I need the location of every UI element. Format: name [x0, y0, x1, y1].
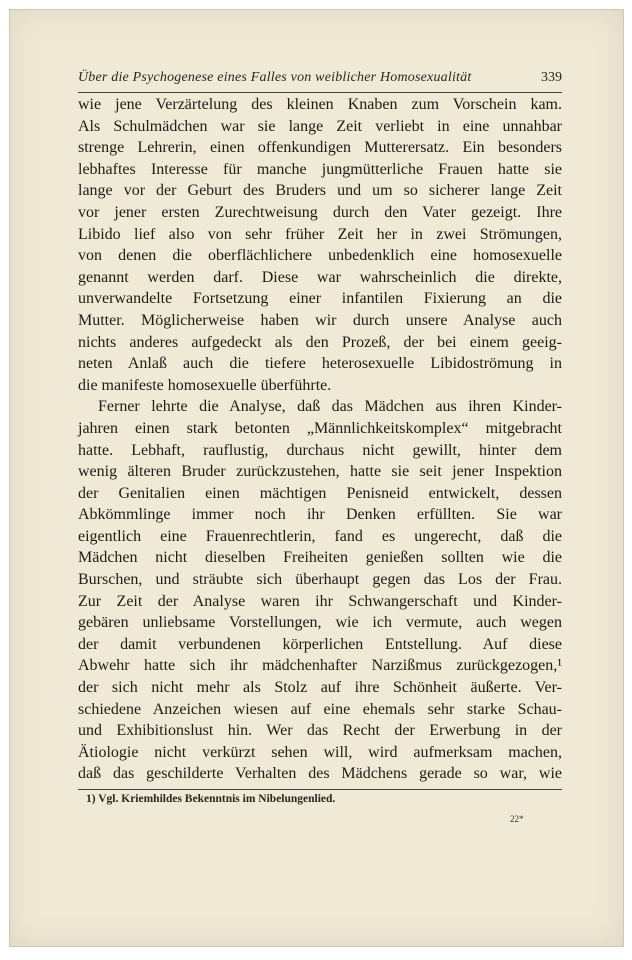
running-title: Über die Psychogenese eines Falles von weiblicher Homosexualität: [78, 70, 472, 85]
footnote: 1) Vgl. Kriemhildes Bekenntnis im Nibelungenlied.: [86, 793, 336, 805]
text-line: schiedene Anzeichen wiesen auf eine ehemals sehr starke Schau-: [78, 700, 562, 718]
text-line: Abkömmlinge immer noch ihr Denken erfüllten. Sie war: [78, 506, 562, 524]
text-line: Burschen, und sträubte sich überhaupt gegen das Los der Frau.: [78, 571, 562, 589]
text-line: gebären unliebsame Vorstellungen, wie ich vermute, auch wegen: [78, 614, 562, 632]
text-line: der sich nicht mehr als Stolz auf ihre Schönheit äußerte. Ver-: [78, 679, 562, 697]
text-line: nichts anderes aufgedeckt als den Prozeß, der bei einem geeig-: [78, 333, 562, 351]
text-line: Ätiologie nicht verkürzt sehen will, wird aufmerksam machen,: [78, 743, 562, 761]
text-line: Ferner lehrte die Analyse, daß das Mädchen aus ihren Kinder-: [98, 398, 562, 416]
running-header: [78, 70, 562, 93]
signature-mark: 22*: [510, 814, 524, 824]
text-line: strenge Lehrerin, einen offenkundigen Mutterersatz. Ein besonders: [78, 139, 562, 157]
text-line: hatte. Lebhaft, rauflustig, durchaus nicht gewillt, hinter dem: [78, 441, 562, 459]
text-line: unverwandelte Fortsetzung einer infantilen Fixierung an die: [78, 290, 562, 308]
text-line: Als Schulmädchen war sie lange Zeit verliebt in eine unnahbar: [78, 117, 562, 135]
text-line: Abwehr hatte sich ihr mädchenhafter Narzißmus zurückgezogen,¹: [78, 657, 562, 675]
text-line: der Genitalien einen mächtigen Penisneid entwickelt, dessen: [78, 484, 562, 502]
text-line: Mädchen nicht dieselben Freiheiten genießen sollten wie die: [78, 549, 562, 567]
text-line: daß das geschilderte Verhalten des Mädchens gerade so war, wie: [78, 765, 562, 783]
text-line: die manifeste homosexuelle überführte.: [78, 376, 332, 394]
text-line: lange vor der Geburt des Bruders und um so sicherer lange Zeit: [78, 182, 562, 200]
body-text: [78, 94, 562, 785]
text-line: wie jene Verzärtelung des kleinen Knaben zum Vorschein kam.: [78, 96, 562, 113]
text-line: genannt werden darf. Diese war wahrscheinlich die direkte,: [78, 268, 562, 286]
page-number: 339: [541, 70, 562, 85]
text-line: der damit verbundenen körperlichen Entstellung. Auf diese: [78, 635, 562, 653]
text-line: wenig älteren Bruder zurückzustehen, hatte sie seit jener Inspektion: [78, 463, 562, 481]
text-line: neten Anlaß auch die tiefere heterosexuelle Libidoströmung in: [78, 355, 562, 373]
text-line: vor jener ersten Zurechtweisung durch den Vater gezeigt. Ihre: [78, 203, 562, 221]
footnote-divider: [78, 789, 562, 790]
text-line: Mutter. Möglicherweise haben wir durch unsere Analyse auch: [78, 311, 562, 329]
text-line: Zur Zeit der Analyse waren ihr Schwangerschaft und Kinder-: [78, 592, 562, 610]
text-line: von denen die oberflächlichere unbedenklich eine homosexuelle: [78, 247, 562, 265]
text-line: und Exhibitionslust hin. Wer das Recht der Erwerbung in der: [78, 722, 562, 740]
text-line: eigentlich eine Frauenrechtlerin, fand es ungerecht, daß die: [78, 527, 562, 545]
text-line: lebhaftes Interesse für manche jungmütterliche Frauen hatte sie: [78, 160, 562, 178]
text-line: Libido lief also von sehr früher Zeit her in zwei Strömungen,: [78, 225, 562, 243]
text-line: jahren einen stark betonten „Männlichkeitskomplex“ mitgebracht: [78, 419, 562, 437]
